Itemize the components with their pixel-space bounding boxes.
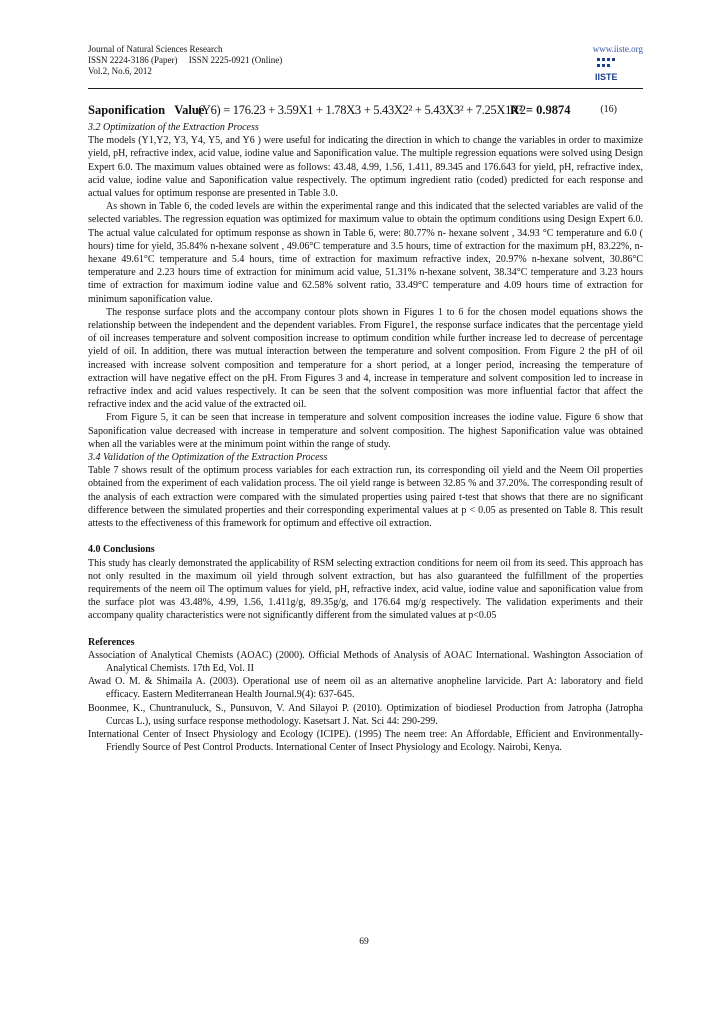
page	[88, 44, 643, 754]
header-rule	[88, 88, 643, 89]
equation-number: (16)	[600, 104, 617, 115]
journal-url[interactable]: www.iiste.org	[592, 44, 643, 54]
equation-label: Saponification Value	[88, 103, 205, 117]
paragraph: The models (Y1,Y2, Y3, Y4, Y5, and Y6 ) were useful for indicating the direction in which to change the variables in order to maximize yield, pH, refractive index, acid value, iodine value and Saponification value. The multiple regression equations were solved using Design Expert 6.0. The maximum values obtained were as follows: 43.48, 4.99, 1.56, 1.411, 89.345 and 176.643 for yield, pH, refractive index, acid value, iodine value and Saponification value respectively. The optimum ingredient ratio (coded) predicted for each response and actual values for optimum response are presented in Table 3.0.	[88, 135, 643, 200]
paragraph: This study has clearly demonstrated the applicability of RSM selecting extraction conditions for neem oil from its seed. This approach has not only resulted in the maximum oil yield through solvent extraction, but has also guaranteed the fulfillment of the properties requirements of the neem oil The optimum values for yield, pH, refractive index, acid value, iodine value and saponification value from the surface plot was 43.48%, 4.99, 1.56, 1.411g/g, 89.35g/g, and 176.64 mg/g respectively. The validation experiments and their accompany quality characteristics were not significantly different from the simulated values at p<0.05	[88, 557, 643, 622]
reference-item: International Center of Insect Physiology and Ecology (ICIPE). (1995) The neem tree: An Affordable, Efficient and Environmentally-Friendly Source of Pest Control Products. International Center of Insect Physiology and Ecology. Nairobi, Kenya.	[88, 728, 643, 754]
page-number: 69	[359, 937, 369, 947]
journal-name: Journal of Natural Sciences Research	[88, 44, 223, 54]
section-heading-3-2: 3.2 Optimization of the Extraction Process	[88, 122, 259, 133]
svg-text:IISTE: IISTE	[595, 72, 618, 82]
paragraph: The response surface plots and the accompany contour plots shown in Figures 1 to 6 for the chosen model equations shows the relationship between the independent and the dependent variables. From Figure1, the response surface indicates that the percentage yield of oil increases temperature and solvent composition increase to optimum condition while further increase led to decrease of percentage yield of oil. In addition, there was mutual interaction between the temperature and solvent composition. From Figure 2 the pH of oil increased with increase solvent composition and temperature for a short period, at a longer period, increasing the temperature of extraction will have negative effect on the pH. From Figures 3 and 4, increase in temperature and solvent composition led to increase in refractive index and acid values respectively. It can be seen that the solvent composition was more influential factor that affect the refractive index and the acid value of the extracted oil.	[88, 306, 643, 411]
paragraph: From Figure 5, it can be seen that increase in temperature and solvent composition increases the iodine value. Figure 6 show that Saponification value decreased with increase in temperature and solvent composition. The highest Saponification value was obtained when all the variables were at the minimum point within the range of study.	[88, 412, 643, 450]
volume-line: Vol.2, No.6, 2012	[88, 66, 152, 76]
equation-r2: R² = 0.9874	[510, 103, 571, 117]
reference-item: Awad O. M. & Shimaila A. (2003). Operational use of neem oil as an alternative anopheline larvicide. Part A: laboratory and field efficacy. Eastern Mediterranean Health Journal.9(4): 637-645.	[88, 676, 643, 701]
section-heading-conclusions: 4.0 Conclusions	[88, 544, 155, 556]
references-heading: References	[88, 636, 135, 648]
section-heading-3-4: 3.4 Validation of the Optimization of the Extraction Process	[88, 452, 328, 464]
paragraph: As shown in Table 6, the coded levels are within the experimental range and this indicated that the selected variables are valid of the selected variables. The regression equation was optimized for maximum value to obtain the optimum conditions using Design Expert 6.0. The actual value calculated for optimum response as shown in Table 6, were: 80.77% n- hexane solvent , 34.93 °C temperature and 6.0 ( hours) time for yield, 35.84% n-hexane solvent , 49.06°C temperature and 3.5 hours, time of extraction for the maximum pH, 83.22%, n-hexane 49.61°C temperature and 5.4 hours, time of extraction for maximum refractive index, 20.97% n-hexane solvent, 30.86°C temperature and 2.23 hours time of extraction for minimum acid value, 51.31% n-hexane solvent, 38.34°C temperature and 3.23 hours time of extraction for maximum iodine value and 62.58% solvent ratio, 33.49°C temperature and 4.09 hours time of extraction for minimum saponification value.	[88, 201, 643, 305]
issn-line: ISSN 2224-3186 (Paper) ISSN 2225-0921 (Online)	[88, 55, 283, 65]
reference-item: Boonmee, K., Chuntranuluck, S., Punsuvon, V. And Silayoi P. (2010). Optimization of biodiesel Production from Jatropha (Jatropha Curcas L.), using surface response methodology. Kasetsart J. Nat. Sci 44: 290-299.	[88, 702, 643, 727]
reference-item: Association of Analytical Chemists (AOAC) (2000). Official Methods of Analysis of AOAC International. Washington Association of Analytical Chemists. 17th Ed, Vol. II	[88, 649, 643, 674]
paragraph: Table 7 shows result of the optimum process variables for each extraction run, its corresponding oil yield and the Neem Oil properties obtained from the experiment of each validation process. The oil yield range is between 32.85 % and 37.20%. The corresponding result of the analysis of each extraction were compared with the simulated properties using paired t-test that shows that there are no significant difference between the simulated properties and their corresponding experimental values at p < 0.05 as presented on Table 8. This result attests to the effectiveness of this framework for optimum and effective oil extraction.	[88, 465, 643, 530]
running-header	[88, 44, 643, 82]
equation-body: (Y6) = 176.23 + 3.59X1 + 1.78X3 + 5.43X2² + 5.43X3² + 7.25X1X2	[198, 103, 526, 117]
iiste-logo	[595, 56, 621, 82]
equation-16	[88, 99, 643, 121]
